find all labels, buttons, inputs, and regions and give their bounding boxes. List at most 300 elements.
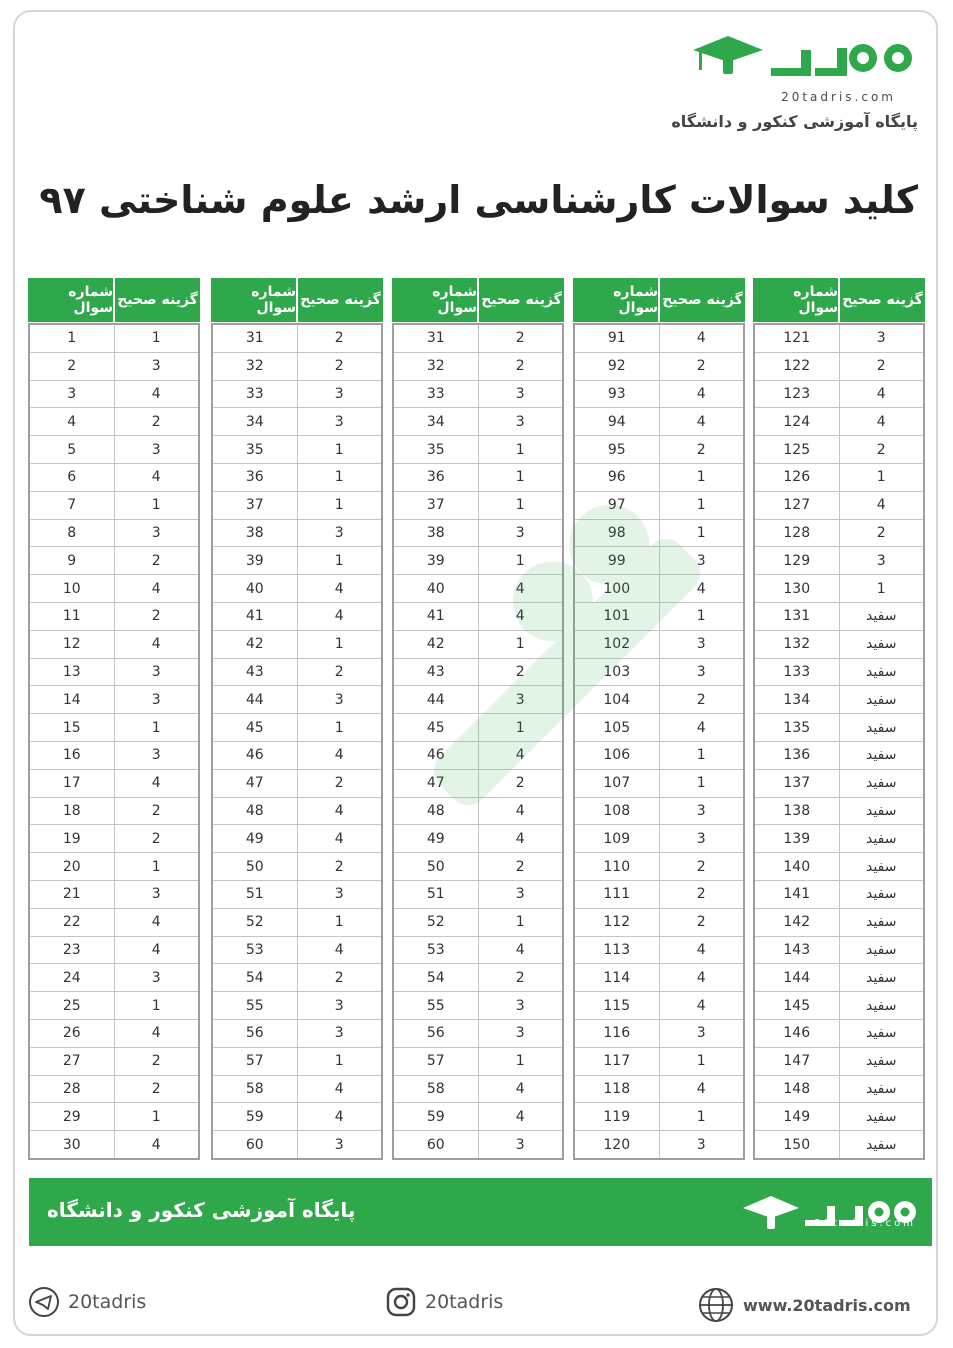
table-row [394, 520, 562, 548]
table-row [755, 686, 923, 714]
question-number-cell: 51 [426, 886, 445, 903]
table-row [575, 937, 743, 965]
question-number-cell: 28 [62, 1080, 81, 1097]
question-number-cell: 12 [62, 636, 81, 653]
correct-answer-cell: سفید [839, 937, 924, 964]
question-number-cell: 59 [245, 1108, 264, 1125]
logo-subtitle: پایگاه آموزشی کنکور و دانشگاه [671, 112, 918, 131]
question-number-cell: 16 [62, 747, 81, 764]
answer-table [28, 278, 200, 1160]
correct-answer-cell: 4 [659, 1076, 744, 1103]
question-number-cell: 92 [607, 358, 626, 375]
question-number-cell: 36 [426, 469, 445, 486]
page-title: کلید سوالات کارشناسی ارشد علوم شناختی ۹۷ [39, 178, 918, 222]
question-number-cell: 51 [245, 886, 264, 903]
question-number-cell: 117 [603, 1053, 631, 1070]
correct-answer-cell: 1 [114, 325, 199, 352]
telegram-link[interactable] [28, 1286, 146, 1318]
question-number-cell: 112 [603, 914, 631, 931]
table-row [394, 714, 562, 742]
table-row [213, 436, 381, 464]
correct-answer-cell: 4 [659, 714, 744, 741]
correct-answer-cell: سفید [839, 825, 924, 852]
table-row [755, 992, 923, 1020]
correct-answer-cell: 1 [659, 1048, 744, 1075]
header-question-number: شماره سوال [251, 284, 296, 316]
correct-answer-cell: 1 [114, 853, 199, 880]
correct-answer-cell: سفید [839, 659, 924, 686]
correct-answer-cell: 3 [297, 520, 382, 547]
instagram-icon [385, 1286, 417, 1318]
question-number-cell: 122 [783, 358, 811, 375]
correct-answer-cell: 2 [114, 1076, 199, 1103]
table-header [28, 278, 200, 322]
header-question-number: شماره سوال [68, 284, 113, 316]
question-number-cell: 140 [783, 858, 811, 875]
correct-answer-cell: 3 [114, 881, 199, 908]
table-row [575, 1076, 743, 1104]
table-row [394, 575, 562, 603]
correct-answer-cell: 4 [478, 798, 563, 825]
question-number-cell: 58 [426, 1080, 445, 1097]
table-row [213, 686, 381, 714]
banner-text: پایگاه آموزشی کنکور و دانشگاه [47, 1198, 356, 1222]
correct-answer-cell: 4 [114, 381, 199, 408]
table-row [213, 659, 381, 687]
table-row [575, 992, 743, 1020]
table-row [575, 742, 743, 770]
table-row [394, 825, 562, 853]
question-number-cell: 125 [783, 441, 811, 458]
correct-answer-cell: 1 [114, 1103, 199, 1130]
instagram-link[interactable] [385, 1286, 503, 1318]
table-row [394, 547, 562, 575]
question-number-cell: 97 [607, 497, 626, 514]
question-number-cell: 121 [783, 330, 811, 347]
correct-answer-cell: 2 [114, 547, 199, 574]
correct-answer-cell: 3 [114, 686, 199, 713]
question-number-cell: 14 [62, 691, 81, 708]
correct-answer-cell: 3 [839, 325, 924, 352]
correct-answer-cell: 1 [659, 1103, 744, 1130]
correct-answer-cell: 1 [297, 464, 382, 491]
question-number-cell: 49 [426, 830, 445, 847]
table-row [575, 714, 743, 742]
correct-answer-cell: 4 [478, 937, 563, 964]
table-row [30, 464, 198, 492]
question-number-cell: 8 [67, 524, 77, 541]
correct-answer-cell: 2 [114, 1048, 199, 1075]
table-row [30, 909, 198, 937]
question-number-cell: 7 [67, 497, 77, 514]
table-row [394, 603, 562, 631]
table-row [755, 1103, 923, 1131]
correct-answer-cell: 1 [659, 770, 744, 797]
correct-answer-cell: 2 [478, 964, 563, 991]
table-row [30, 964, 198, 992]
table-row [755, 714, 923, 742]
correct-answer-cell: 4 [297, 937, 382, 964]
correct-answer-cell: 3 [114, 520, 199, 547]
table-row [394, 492, 562, 520]
instagram-handle: 20tadris [425, 1291, 504, 1313]
table-row [575, 520, 743, 548]
question-number-cell: 136 [783, 747, 811, 764]
question-number-cell: 134 [783, 691, 811, 708]
question-number-cell: 60 [426, 1136, 445, 1153]
question-number-cell: 138 [783, 802, 811, 819]
header-correct-answer: گزینه صحیح [658, 278, 745, 322]
correct-answer-cell: 2 [478, 770, 563, 797]
table-row [755, 464, 923, 492]
answer-table [573, 278, 745, 1160]
answer-key-tables [28, 278, 924, 1153]
question-number-cell: 42 [245, 636, 264, 653]
table-header [573, 278, 745, 322]
question-number-cell: 17 [62, 775, 81, 792]
table-row [575, 325, 743, 353]
correct-answer-cell: 3 [478, 520, 563, 547]
question-number-cell: 99 [607, 552, 626, 569]
question-number-cell: 107 [603, 775, 631, 792]
correct-answer-cell: 3 [659, 631, 744, 658]
table-row [213, 603, 381, 631]
correct-answer-cell: سفید [839, 964, 924, 991]
table-row [30, 686, 198, 714]
question-number-cell: 39 [426, 552, 445, 569]
question-number-cell: 32 [426, 358, 445, 375]
table-row [755, 1076, 923, 1104]
question-number-cell: 10 [62, 580, 81, 597]
telegram-icon [28, 1286, 60, 1318]
question-number-cell: 49 [245, 830, 264, 847]
table-row [394, 770, 562, 798]
question-number-cell: 38 [426, 524, 445, 541]
correct-answer-cell: 2 [114, 825, 199, 852]
correct-answer-cell: سفید [839, 603, 924, 630]
question-number-cell: 98 [607, 524, 626, 541]
table-row [755, 1048, 923, 1076]
table-body [211, 323, 383, 1160]
correct-answer-cell: سفید [839, 853, 924, 880]
question-number-cell: 60 [245, 1136, 264, 1153]
question-number-cell: 109 [603, 830, 631, 847]
question-number-cell: 41 [245, 608, 264, 625]
correct-answer-cell: 2 [839, 353, 924, 380]
correct-answer-cell: 2 [478, 325, 563, 352]
correct-answer-cell: سفید [839, 1103, 924, 1130]
correct-answer-cell: 4 [114, 937, 199, 964]
correct-answer-cell: 3 [478, 1131, 563, 1158]
question-number-cell: 40 [245, 580, 264, 597]
table-row [755, 909, 923, 937]
table-row [575, 825, 743, 853]
question-number-cell: 115 [603, 997, 631, 1014]
correct-answer-cell: 3 [659, 1131, 744, 1158]
correct-answer-cell: 2 [114, 603, 199, 630]
table-row [213, 798, 381, 826]
question-number-cell: 149 [783, 1108, 811, 1125]
correct-answer-cell: 2 [839, 436, 924, 463]
correct-answer-cell: 3 [297, 881, 382, 908]
table-row [755, 937, 923, 965]
question-number-cell: 6 [67, 469, 77, 486]
question-number-cell: 148 [783, 1080, 811, 1097]
table-row [575, 686, 743, 714]
question-number-cell: 105 [603, 719, 631, 736]
table-row [213, 964, 381, 992]
correct-answer-cell: 2 [478, 353, 563, 380]
correct-answer-cell: 4 [478, 742, 563, 769]
graduation-cap-icon [693, 28, 918, 78]
website-link[interactable] [697, 1286, 911, 1324]
question-number-cell: 38 [245, 524, 264, 541]
table-row [213, 937, 381, 965]
correct-answer-cell: 2 [297, 353, 382, 380]
correct-answer-cell: 3 [659, 659, 744, 686]
question-number-cell: 55 [245, 997, 264, 1014]
question-number-cell: 54 [426, 969, 445, 986]
correct-answer-cell: سفید [839, 1048, 924, 1075]
table-row [30, 937, 198, 965]
correct-answer-cell: سفید [839, 742, 924, 769]
table-row [394, 464, 562, 492]
correct-answer-cell: سفید [839, 798, 924, 825]
correct-answer-cell: 3 [297, 1131, 382, 1158]
correct-answer-cell: سفید [839, 1020, 924, 1047]
table-row [213, 1103, 381, 1131]
question-number-cell: 34 [245, 413, 264, 430]
question-number-cell: 54 [245, 969, 264, 986]
table-row [30, 408, 198, 436]
brand-logo [671, 28, 918, 131]
question-number-cell: 95 [607, 441, 626, 458]
table-header [392, 278, 564, 322]
correct-answer-cell: 2 [478, 659, 563, 686]
correct-answer-cell: 1 [297, 631, 382, 658]
table-row [30, 659, 198, 687]
question-number-cell: 41 [426, 608, 445, 625]
question-number-cell: 124 [783, 413, 811, 430]
question-number-cell: 5 [67, 441, 77, 458]
correct-answer-cell: 4 [478, 1076, 563, 1103]
table-row [755, 575, 923, 603]
question-number-cell: 46 [245, 747, 264, 764]
question-number-cell: 130 [783, 580, 811, 597]
question-number-cell: 31 [426, 330, 445, 347]
question-number-cell: 1 [67, 330, 77, 347]
correct-answer-cell: 1 [478, 464, 563, 491]
question-number-cell: 108 [603, 802, 631, 819]
header-correct-answer: گزینه صحیح [296, 278, 383, 322]
header-correct-answer: گزینه صحیح [477, 278, 564, 322]
table-row [755, 631, 923, 659]
table-row [755, 436, 923, 464]
table-row [575, 603, 743, 631]
table-row [575, 1020, 743, 1048]
question-number-cell: 96 [607, 469, 626, 486]
table-row [30, 1020, 198, 1048]
correct-answer-cell: 3 [659, 547, 744, 574]
table-body [392, 323, 564, 1160]
question-number-cell: 3 [67, 385, 77, 402]
question-number-cell: 139 [783, 830, 811, 847]
correct-answer-cell: سفید [839, 909, 924, 936]
correct-answer-cell: 2 [297, 325, 382, 352]
question-number-cell: 45 [245, 719, 264, 736]
question-number-cell: 34 [426, 413, 445, 430]
correct-answer-cell: 3 [478, 992, 563, 1019]
table-row [394, 325, 562, 353]
question-number-cell: 146 [783, 1025, 811, 1042]
table-row [755, 742, 923, 770]
table-row [575, 659, 743, 687]
correct-answer-cell: 1 [297, 1048, 382, 1075]
correct-answer-cell: 4 [839, 408, 924, 435]
correct-answer-cell: 1 [659, 492, 744, 519]
correct-answer-cell: سفید [839, 1076, 924, 1103]
question-number-cell: 150 [783, 1136, 811, 1153]
question-number-cell: 133 [783, 663, 811, 680]
question-number-cell: 11 [62, 608, 81, 625]
correct-answer-cell: 1 [297, 492, 382, 519]
footer-banner [29, 1178, 932, 1246]
correct-answer-cell: 4 [114, 464, 199, 491]
question-number-cell: 42 [426, 636, 445, 653]
table-header [211, 278, 383, 322]
correct-answer-cell: 1 [478, 547, 563, 574]
correct-answer-cell: 2 [114, 408, 199, 435]
question-number-cell: 48 [426, 802, 445, 819]
correct-answer-cell: 4 [478, 603, 563, 630]
correct-answer-cell: سفید [839, 686, 924, 713]
correct-answer-cell: 3 [478, 1020, 563, 1047]
correct-answer-cell: 2 [659, 853, 744, 880]
question-number-cell: 91 [607, 330, 626, 347]
correct-answer-cell: 3 [114, 742, 199, 769]
table-row [755, 547, 923, 575]
question-number-cell: 18 [62, 802, 81, 819]
table-row [755, 881, 923, 909]
question-number-cell: 141 [783, 886, 811, 903]
question-number-cell: 46 [426, 747, 445, 764]
correct-answer-cell: 2 [659, 909, 744, 936]
correct-answer-cell: 4 [114, 1020, 199, 1047]
correct-answer-cell: 4 [297, 575, 382, 602]
correct-answer-cell: 4 [114, 575, 199, 602]
correct-answer-cell: 1 [478, 714, 563, 741]
table-row [755, 1020, 923, 1048]
correct-answer-cell: 3 [297, 1020, 382, 1047]
correct-answer-cell: 3 [297, 992, 382, 1019]
question-number-cell: 33 [426, 385, 445, 402]
correct-answer-cell: 4 [839, 492, 924, 519]
table-row [575, 1103, 743, 1131]
correct-answer-cell: 3 [478, 686, 563, 713]
table-row [30, 992, 198, 1020]
table-row [394, 798, 562, 826]
correct-answer-cell: 1 [478, 1048, 563, 1075]
table-row [755, 520, 923, 548]
correct-answer-cell: 2 [839, 520, 924, 547]
question-number-cell: 30 [62, 1136, 81, 1153]
question-number-cell: 106 [603, 747, 631, 764]
table-row [394, 1048, 562, 1076]
table-body [28, 323, 200, 1160]
question-number-cell: 44 [426, 691, 445, 708]
correct-answer-cell: 3 [297, 408, 382, 435]
table-row [394, 686, 562, 714]
correct-answer-cell: 2 [297, 770, 382, 797]
question-number-cell: 39 [245, 552, 264, 569]
correct-answer-cell: 4 [114, 1131, 199, 1158]
table-row [394, 853, 562, 881]
table-row [755, 1131, 923, 1158]
correct-answer-cell: 4 [297, 603, 382, 630]
correct-answer-cell: 1 [659, 603, 744, 630]
question-number-cell: 57 [426, 1053, 445, 1070]
question-number-cell: 56 [426, 1025, 445, 1042]
correct-answer-cell: سفید [839, 881, 924, 908]
correct-answer-cell: 1 [478, 436, 563, 463]
table-row [394, 631, 562, 659]
question-number-cell: 129 [783, 552, 811, 569]
question-number-cell: 47 [245, 775, 264, 792]
correct-answer-cell: سفید [839, 1131, 924, 1158]
question-number-cell: 59 [426, 1108, 445, 1125]
question-number-cell: 29 [62, 1108, 81, 1125]
table-row [575, 464, 743, 492]
correct-answer-cell: 4 [839, 381, 924, 408]
correct-answer-cell: 2 [297, 659, 382, 686]
website-url: www.20tadris.com [743, 1295, 911, 1315]
question-number-cell: 126 [783, 469, 811, 486]
table-row [755, 853, 923, 881]
question-number-cell: 123 [783, 385, 811, 402]
correct-answer-cell: 2 [114, 798, 199, 825]
question-number-cell: 103 [603, 663, 631, 680]
answer-table [211, 278, 383, 1160]
correct-answer-cell: 4 [659, 408, 744, 435]
table-row [755, 353, 923, 381]
correct-answer-cell: 4 [478, 825, 563, 852]
correct-answer-cell: 1 [659, 742, 744, 769]
correct-answer-cell: 1 [297, 909, 382, 936]
question-number-cell: 57 [245, 1053, 264, 1070]
table-row [575, 381, 743, 409]
table-row [394, 408, 562, 436]
table-row [755, 659, 923, 687]
table-row [394, 992, 562, 1020]
correct-answer-cell: 2 [297, 964, 382, 991]
correct-answer-cell: سفید [839, 631, 924, 658]
question-number-cell: 21 [62, 886, 81, 903]
correct-answer-cell: 4 [297, 742, 382, 769]
table-row [575, 909, 743, 937]
table-row [30, 547, 198, 575]
table-row [755, 964, 923, 992]
question-number-cell: 27 [62, 1053, 81, 1070]
table-row [394, 381, 562, 409]
table-body [753, 323, 925, 1160]
correct-answer-cell: 3 [839, 547, 924, 574]
table-row [575, 575, 743, 603]
question-number-cell: 132 [783, 636, 811, 653]
correct-answer-cell: 4 [114, 770, 199, 797]
question-number-cell: 104 [603, 691, 631, 708]
table-row [30, 798, 198, 826]
table-header [753, 278, 925, 322]
